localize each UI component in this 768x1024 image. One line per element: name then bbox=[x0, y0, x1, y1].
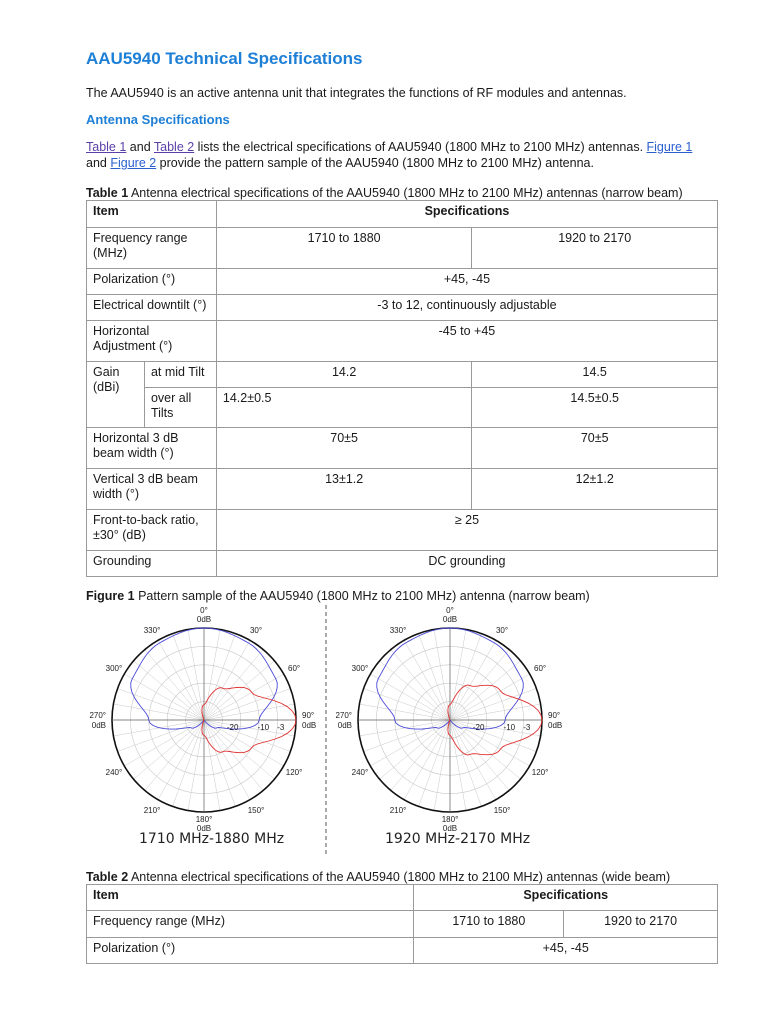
angle-label: 210° bbox=[389, 806, 407, 816]
angle-odb-label: 0dB bbox=[196, 824, 212, 833]
table-row-label: Front-to-back ratio, ±30° (dB) bbox=[87, 510, 217, 551]
angle-odb-label: 0dB bbox=[196, 615, 212, 624]
page-title: AAU5940 Technical Specifications bbox=[86, 49, 363, 68]
angle-label: 330° bbox=[389, 625, 407, 635]
radial-tick-label: -20 bbox=[472, 723, 485, 732]
table-cell: 70±5 bbox=[472, 428, 718, 469]
angle-label: 180° bbox=[195, 815, 213, 824]
table-cell: 70±5 bbox=[216, 428, 472, 469]
angle-label: 30° bbox=[249, 625, 263, 635]
right-plot-label: 1920 MHz-2170 MHz bbox=[385, 831, 531, 847]
table-row-label: Gain (dBi) bbox=[87, 362, 145, 428]
table-row-label: Frequency range (MHz) bbox=[87, 228, 217, 269]
angle-label: 60° bbox=[534, 664, 547, 673]
angle-label: 0° bbox=[200, 606, 208, 615]
table-cell: 14.2±0.5 bbox=[216, 388, 472, 428]
table-1-caption: Table 1 Antenna electrical specifications of the AAU5940 (1800 MHz to 2100 MHz) antennas (narrow beam) bbox=[86, 186, 683, 200]
table-row-label: Vertical 3 dB beam width (°) bbox=[87, 469, 217, 510]
table-row-label: Grounding bbox=[87, 551, 217, 577]
angle-label: 30° bbox=[495, 625, 509, 635]
angle-label: 120° bbox=[285, 768, 303, 777]
table-row-label: Polarization (°) bbox=[87, 938, 414, 964]
angle-label: 150° bbox=[493, 806, 511, 816]
table-row-label: Horizontal 3 dB beam width (°) bbox=[87, 428, 217, 469]
table-row-label: Electrical downtilt (°) bbox=[87, 295, 217, 321]
table-cell: -3 to 12, continuously adjustable bbox=[216, 295, 717, 321]
table-cell: ≥ 25 bbox=[216, 510, 717, 551]
angle-label: 270° bbox=[89, 711, 106, 720]
link-table-1[interactable]: Table 1 bbox=[86, 140, 127, 154]
angle-odb-label: 0dB bbox=[302, 721, 317, 730]
table-cell: 1710 to 1880 bbox=[414, 911, 564, 938]
table-cell: +45, -45 bbox=[414, 938, 718, 964]
table-2 bbox=[86, 884, 718, 964]
table-1-head-spec: Specifications bbox=[216, 201, 717, 228]
table-cell: 14.2 bbox=[216, 362, 472, 388]
angle-odb-label: 0dB bbox=[91, 721, 106, 730]
table-2-head-item: Item bbox=[87, 885, 414, 911]
angle-odb-label: 0dB bbox=[442, 824, 458, 833]
table-cell: 12±1.2 bbox=[472, 469, 718, 510]
angle-label: 330° bbox=[143, 625, 161, 635]
angle-label: 240° bbox=[105, 768, 123, 777]
table-cell: -45 to +45 bbox=[216, 321, 717, 362]
table-row-label: Frequency range (MHz) bbox=[87, 911, 414, 938]
figure-1-caption: Figure 1 Pattern sample of the AAU5940 (1800 MHz to 2100 MHz) antenna (narrow beam) bbox=[86, 589, 590, 603]
table-cell: 14.5±0.5 bbox=[472, 388, 718, 428]
radial-tick-label: -10 bbox=[503, 723, 516, 732]
link-figure-2[interactable]: Figure 2 bbox=[110, 156, 157, 170]
angle-odb-label: 0dB bbox=[337, 721, 352, 730]
angle-label: 300° bbox=[351, 664, 369, 673]
angle-label: 300° bbox=[105, 664, 123, 673]
left-plot-label: 1710 MHz-1880 MHz bbox=[139, 831, 285, 847]
angle-odb-label: 0dB bbox=[442, 615, 458, 624]
angle-label: 60° bbox=[288, 664, 301, 673]
spec-paragraph: Table 1 and Table 2 lists the electrical specifications of AAU5940 (1800 MHz to 2100 MHz) antennas. Figure 1 and Figure 2 provide the pattern sample of the AAU5940 (1800 MHz to 2100 MHz) antenna. bbox=[86, 140, 693, 170]
table-cell: DC grounding bbox=[216, 551, 717, 577]
angle-odb-label: 0dB bbox=[548, 721, 563, 730]
angle-label: 90° bbox=[548, 711, 561, 720]
table-row-sublabel: at mid Tilt bbox=[144, 362, 216, 388]
table-cell: +45, -45 bbox=[216, 269, 717, 295]
radial-tick-label: -3 bbox=[523, 723, 531, 732]
table-cell: 14.5 bbox=[472, 362, 718, 388]
table-cell: 1920 to 2170 bbox=[564, 911, 718, 938]
radial-tick-label: -10 bbox=[257, 723, 270, 732]
table-2-caption: Table 2 Antenna electrical specifications of the AAU5940 (1800 MHz to 2100 MHz) antennas (wide beam) bbox=[86, 870, 671, 884]
angle-label: 180° bbox=[441, 815, 459, 824]
angle-label: 0° bbox=[446, 606, 454, 615]
radial-tick-label: -20 bbox=[226, 723, 239, 732]
table-cell: 1920 to 2170 bbox=[472, 228, 718, 269]
angle-label: 90° bbox=[302, 711, 315, 720]
angle-label: 240° bbox=[351, 768, 369, 777]
table-cell: 13±1.2 bbox=[216, 469, 472, 510]
table-row-label: Horizontal Adjustment (°) bbox=[87, 321, 217, 362]
table-1-head-item: Item bbox=[87, 201, 217, 228]
angle-label: 150° bbox=[247, 806, 265, 816]
angle-label: 210° bbox=[143, 806, 161, 816]
section-heading: Antenna Specifications bbox=[86, 112, 230, 127]
table-row-label: Polarization (°) bbox=[87, 269, 217, 295]
angle-label: 120° bbox=[531, 768, 549, 777]
link-figure-1[interactable]: Figure 1 bbox=[646, 140, 693, 154]
intro-text: The AAU5940 is an active antenna unit that integrates the functions of RF modules and antennas. bbox=[86, 86, 627, 100]
table-row-sublabel: over all Tilts bbox=[144, 388, 216, 428]
angle-label: 270° bbox=[335, 711, 352, 720]
table-1 bbox=[86, 200, 718, 577]
radial-tick-label: -3 bbox=[277, 723, 285, 732]
polar-pattern-figure bbox=[86, 600, 718, 858]
table-cell: 1710 to 1880 bbox=[216, 228, 472, 269]
link-table-2[interactable]: Table 2 bbox=[153, 140, 195, 154]
table-2-head-spec: Specifications bbox=[414, 885, 718, 911]
